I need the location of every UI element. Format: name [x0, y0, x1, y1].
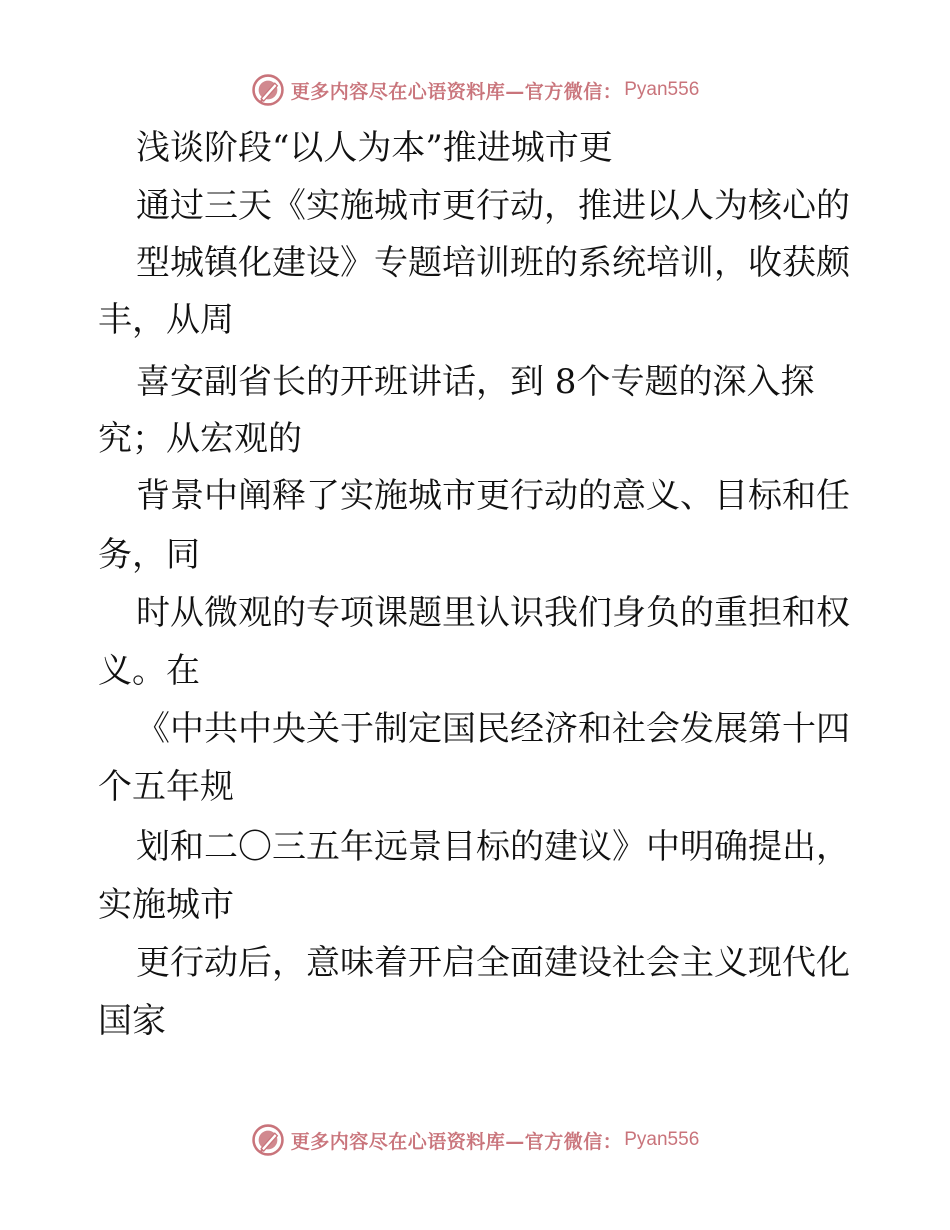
text-line: 究；从宏观的 — [98, 419, 302, 459]
text-line: 《中共中央关于制定国民经济和社会发展第十四 — [136, 709, 850, 749]
footer-banner — [0, 1120, 950, 1160]
text-line: 实施城市 — [98, 885, 234, 925]
text-line: 喜安副省长的开班讲话，到 8个专题的深入探 — [136, 362, 815, 402]
wechat-id: Pyan556 — [624, 79, 700, 100]
banner-label: 更多内容尽在心语资料库—官方微信： — [290, 1130, 623, 1153]
text-line: 国家 — [98, 1001, 166, 1041]
text-line: 浅谈阶段“以人为本”推进城市更 — [136, 128, 613, 168]
text-line: 通过三天《实施城市更行动，推进以人为核心的 — [136, 186, 850, 226]
wechat-id: Pyan556 — [624, 1129, 700, 1150]
text-line: 丰，从周 — [98, 300, 234, 340]
text-line: 个五年规 — [98, 767, 234, 807]
text-line: 更行动后，意味着开启全面建设社会主义现代化 — [136, 943, 850, 983]
banner-label: 更多内容尽在心语资料库—官方微信： — [290, 80, 623, 103]
text-line: 型城镇化建设》专题培训班的系统培训，收获颇 — [136, 243, 850, 283]
text-line: 义。在 — [98, 651, 200, 691]
text-line: 务，同 — [98, 535, 200, 575]
pen-logo-icon — [251, 73, 285, 107]
text-line: 背景中阐释了实施城市更行动的意义、目标和任 — [136, 476, 850, 516]
pen-logo-icon — [251, 1123, 285, 1157]
header-banner — [0, 70, 950, 110]
text-line: 划和二〇三五年远景目标的建议》中明确提出， — [136, 827, 850, 867]
text-line: 时从微观的专项课题里认识我们身负的重担和权 — [136, 593, 850, 633]
